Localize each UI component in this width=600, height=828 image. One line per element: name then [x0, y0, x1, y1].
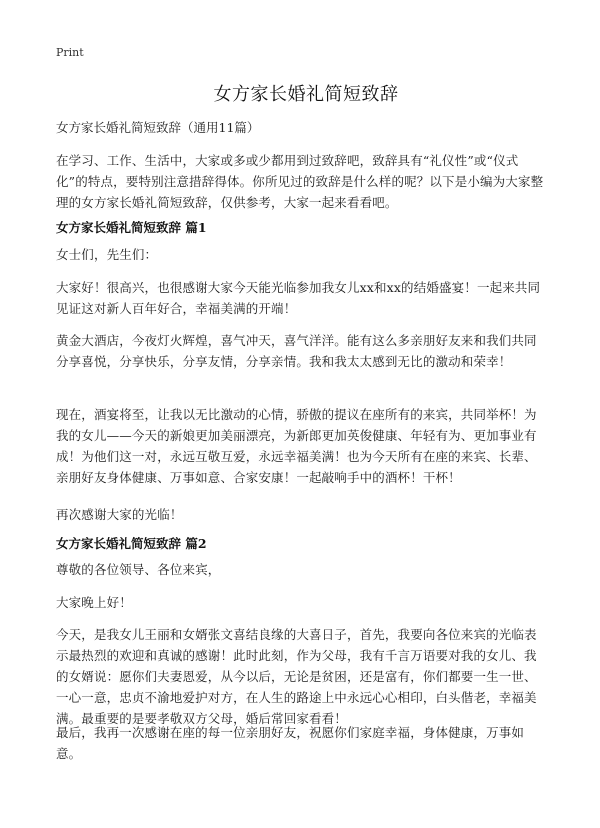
section-1-paragraph: 大家好！很高兴，也很感谢大家今天能光临参加我女儿xx和xx的结婚盛宴！一起来共同见证这对新人百年好合，幸福美满的开端！	[56, 280, 541, 316]
document-subtitle: 女方家长婚礼简短致辞（通用11篇）	[56, 120, 260, 135]
section-1-paragraph: 再次感谢大家的光临！	[56, 507, 183, 522]
print-link[interactable]: Print	[56, 46, 84, 59]
section-2-paragraph: 最后，我再一次感谢在座的每一位亲朋好友，祝愿你们家庭幸福，身体健康，万事如意。	[56, 725, 525, 761]
section-2-paragraph: 尊敬的各位领导、各位来宾，	[56, 562, 221, 577]
intro-paragraph: 在学习、工作、生活中，大家或多或少都用到过致辞吧，致辞具有“礼仪性”或“仪式化”的特点，要特别注意措辞得体。你所见过的致辞是什么样的呢？以下是小编为大家整理的女方家长婚礼简短致辞，仅供参考，大家一起来看看吧。	[56, 153, 544, 210]
section-2-paragraph: 今天，是我女儿王丽和女婿张文喜结良缘的大喜日子，首先，我要向各位来宾的光临表示最热烈的欢迎和真诚的感谢！此时此刻，作为父母，我有千言万语要对我的女儿、我的女婿说：愿你们夫妻恩爱，从今以后，无论是贫困，还是富有，你们都要一生一世、一心一意，忠贞不渝地爱护对方，在人生的路途上中永远心心相印，白头偕老，幸福美满。最重要的是要孝敬双方父母，婚后常回家看看！	[56, 627, 537, 726]
section-heading-2: 女方家长婚礼简短致辞 篇2	[56, 536, 207, 551]
section-1-paragraph: 女士们，先生们：	[56, 247, 158, 262]
section-1-paragraph: 现在，酒宴将至，让我以无比激动的心情，骄傲的提议在座所有的来宾，共同举杯！为我的女儿——今天的新娘更加美丽漂亮，为新郎更加英俊健康、年轻有为、更加事业有成！为他们这一对，永远互敬互爱，永远幸福美满！也为今天所有在座的来宾、长辈、亲朋好友身体健康、万事如意、合家安康！一起敲响手中的酒杯！干杯！	[56, 407, 537, 485]
section-1-paragraph: 黄金大酒店，今夜灯火辉煌，喜气冲天，喜气洋洋。能有这么多亲朋好友来和我们共同分享喜悦，分享快乐，分享友情，分享亲情。我和我太太感到无比的激动和荣幸！	[56, 333, 537, 369]
section-heading-1: 女方家长婚礼简短致辞 篇1	[56, 220, 207, 235]
page-title: 女方家长婚礼简短致辞	[213, 84, 399, 105]
section-2-paragraph: 大家晚上好！	[56, 595, 132, 610]
